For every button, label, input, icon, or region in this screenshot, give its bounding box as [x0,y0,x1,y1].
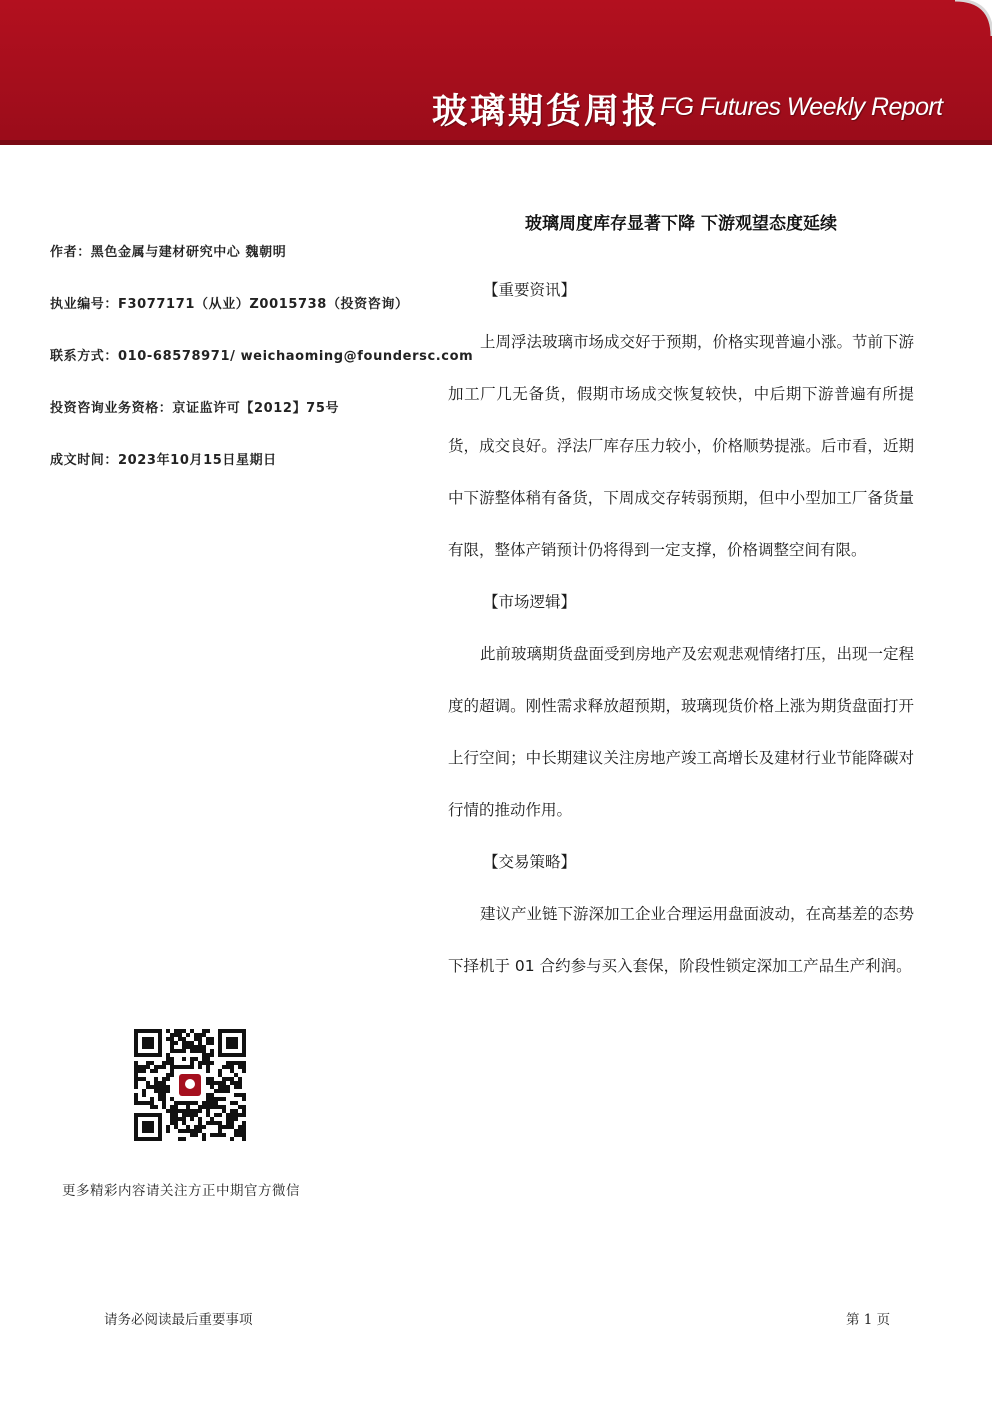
header-banner [0,0,992,145]
qualification-line: 投资咨询业务资格：京证监许可【2012】75号 [50,401,340,416]
section-heading-news: 【重要资讯】 [483,281,577,299]
banner-subtitle: FG Futures Weekly Report [660,93,943,121]
section-heading-strategy: 【交易策略】 [483,853,577,871]
report-body [448,264,914,992]
section-body-logic: 此前玻璃期货盘面受到房地产及宏观悲观情绪打压，出现一定程度的超调。刚性需求释放超预期，玻璃现货价格上涨为期货盘面打开上行空间；中长期建议关注房地产竣工高增长及建材行业节能降碳对行情的推动作用。 [448,645,915,819]
page-number: 第 1 页 [846,1312,891,1328]
qr-caption: 更多精彩内容请关注方正中期官方微信 [62,1183,300,1199]
section-heading-logic: 【市场逻辑】 [483,593,577,611]
author-line: 作者：黑色金属与建材研究中心 魏朝明 [50,245,287,260]
author-info [50,243,474,503]
footer-notice: 请务必阅读最后重要事项 [104,1312,253,1328]
section-body-strategy: 建议产业链下游深加工企业合理运用盘面波动，在高基差的态势下择机于 01 合约参与买入套保，阶段性锁定深加工产品生产利润。 [448,905,915,975]
report-title: 玻璃周度库存显著下降 下游观望态度延续 [525,214,837,234]
qr-code-graphic [134,1029,246,1141]
license-line: 执业编号：F3077171（从业）Z0015738（投资咨询） [50,297,409,312]
wechat-qr-code-icon [134,1029,246,1141]
contact-line: 联系方式：010-68578971/ weichaoming@foundersc.com [50,349,474,364]
date-line: 成文时间：2023年10月15日星期日 [50,453,277,468]
banner-title: 玻璃期货周报 [432,92,661,132]
section-body-news: 上周浮法玻璃市场成交好于预期，价格实现普遍小涨。节前下游加工厂几无备货，假期市场成交恢复较快，中后期下游普遍有所提货，成交良好。浮法厂库存压力较小，价格顺势提涨。后市看，近期中下游整体稍有备货，下周成交存转弱预期，但中小型加工厂备货量有限，整体产销预计仍将得到一定支撑，价格调整空间有限。 [448,333,915,559]
